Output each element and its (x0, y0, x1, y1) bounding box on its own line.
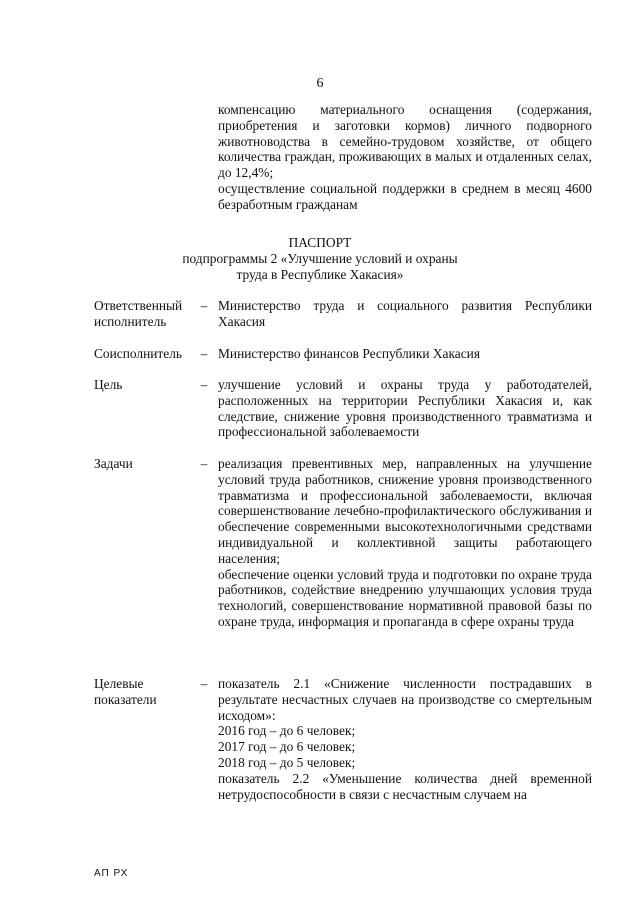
row-dash: – (200, 346, 208, 361)
subprogram-title-line: подпрограммы 2 «Улучшение условий и охраны (182, 250, 458, 266)
row-content (218, 377, 592, 440)
intro-paragraph: осуществление социальной поддержки в среднем в месяц 4600 безработным гражданам (218, 180, 592, 212)
row-paragraph: 2017 год – до 6 человек; (218, 739, 356, 755)
passport-heading: ПАСПОРТ (288, 235, 352, 250)
row-paragraph: обеспечение оценки условий труда и подготовки по охране труда работников, содействие внедрению улучшающих условия труда технологий, совершенствование нормативной правовой базы по охране труда, информация и пропаганда в сфере охраны труда (218, 566, 592, 629)
row-paragraph: показатель 2.1 «Снижение численности пострадавших в результате несчастных случаев на производстве со смертельным исходом»: (218, 676, 592, 723)
row-paragraph: 2016 год – до 6 человек; (218, 723, 356, 739)
row-label: Цель (94, 377, 123, 392)
row-paragraph: 2018 год – до 5 человек; (218, 754, 356, 770)
row-dash: – (200, 377, 208, 392)
row-paragraph: показатель 2.2 «Уменьшение количества дней временной нетрудоспособности в связи с несчастным случаем на (218, 770, 592, 802)
row-content (218, 346, 592, 362)
row-label: Соисполнитель (94, 346, 183, 361)
row-paragraph: Министерство труда и социального развития Республики Хакасия (218, 298, 592, 329)
page-number: 6 (316, 76, 324, 91)
row-label: Ответственный исполнитель (94, 298, 183, 329)
row-dash: – (200, 298, 208, 313)
intro-paragraph: компенсацию материального оснащения (содержания, приобретения и заготовки кормов) личного подворного животноводства в семейно-трудовом хозяйстве, от общего количества граждан, проживающих в малых и отдаленных селах, до 12,4%; (218, 102, 592, 181)
intro-text (218, 102, 592, 213)
row-content (218, 456, 592, 630)
subprogram-title-line: труда в Республике Хакасия» (236, 266, 404, 282)
row-paragraph: улучшение условий и охраны труда у работодателей, расположенных на территории Республики Хакасия и, как следствие, снижение уровня производственного травматизма и профессиональной заболеваемости (218, 377, 592, 440)
row-label: Задачи (94, 456, 133, 471)
row-content (218, 676, 592, 802)
row-label: Целевые показатели (94, 676, 157, 707)
row-content (218, 298, 592, 330)
row-paragraph: реализация превентивных мер, направленных на улучшение условий труда работников, снижение уровня производственного травматизма и профессиональной заболеваемости, включая совершенствование лечебно-профилактического обслуживания и обеспечение современными высокотехнологичными средствами индивидуальной и коллективной защиты работающего населения; (218, 456, 592, 566)
passport-title (0, 235, 640, 282)
row-dash: – (200, 676, 208, 691)
row-dash: – (200, 456, 208, 471)
footer-mark: АП РХ (94, 868, 129, 879)
row-paragraph: Министерство финансов Республики Хакасия (218, 346, 480, 361)
